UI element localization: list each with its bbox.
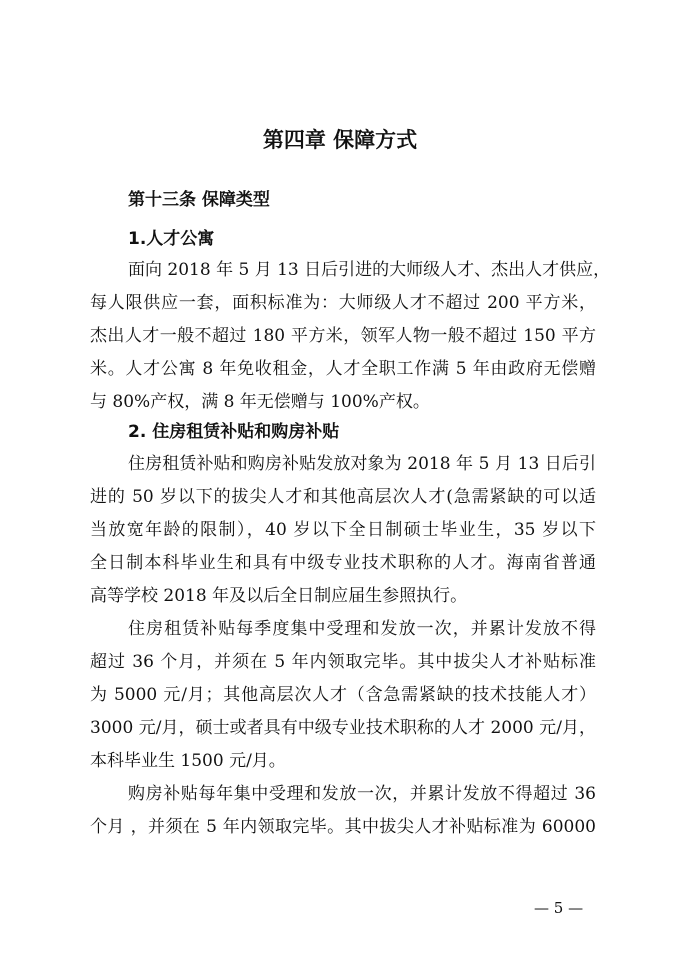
body-line: 面向 2018 年 5 月 13 日后引进的大师级人才、杰出人才供应， <box>128 260 611 280</box>
section-heading-talent-apartment: 1.人才公寓 <box>128 229 215 249</box>
body-line: 本科毕业生 1500 元/月。 <box>90 751 286 771</box>
body-line: 高等学校 2018 年及以后全日制应届生参照执行。 <box>90 586 468 606</box>
body-line: 个月 ，并须在 5 年内领取完毕。其中拔尖人才补贴标准为 60000 <box>90 817 596 837</box>
body-line: 3000 元/月，硕士或者具有中级专业技术职称的人才 2000 元/月， <box>90 718 596 738</box>
page-number: — 5 — <box>534 899 584 917</box>
body-line: 进的 50 岁以下的拔尖人才和其他高层次人才(急需紧缺的可以适 <box>90 487 596 507</box>
body-line: 购房补贴每年集中受理和发放一次，并累计发放不得超过 36 <box>128 784 596 804</box>
body-line: 当放宽年龄的限制），40 岁以下全日制硕士毕业生，35 岁以下 <box>90 520 596 540</box>
body-line: 杰出人才一般不超过 180 平方米，领军人物一般不超过 150 平方 <box>90 326 596 346</box>
chapter-title: 第四章 保障方式 <box>262 128 418 152</box>
section-heading-housing-subsidy: 2. 住房租赁补贴和购房补贴 <box>128 422 340 442</box>
body-line: 住房租赁补贴和购房补贴发放对象为 2018 年 5 月 13 日后引 <box>128 454 596 474</box>
body-line: 住房租赁补贴每季度集中受理和发放一次，并累计发放不得 <box>128 619 596 639</box>
body-line: 每人限供应一套，面积标准为：大师级人才不超过 200 平方米， <box>90 293 596 313</box>
body-line: 全日制本科毕业生和具有中级专业技术职称的人才。海南省普通 <box>90 553 596 573</box>
article-title: 第十三条 保障类型 <box>128 190 270 210</box>
body-line: 为 5000 元/月；其他高层次人才（含急需紧缺的技术技能人才） <box>90 685 596 705</box>
body-line: 与 80%产权，满 8 年无偿赠与 100%产权。 <box>90 392 430 412</box>
body-line: 米。人才公寓 8 年免收租金，人才全职工作满 5 年由政府无偿赠 <box>90 359 596 379</box>
body-line: 超过 36 个月，并须在 5 年内领取完毕。其中拔尖人才补贴标准 <box>90 652 596 672</box>
